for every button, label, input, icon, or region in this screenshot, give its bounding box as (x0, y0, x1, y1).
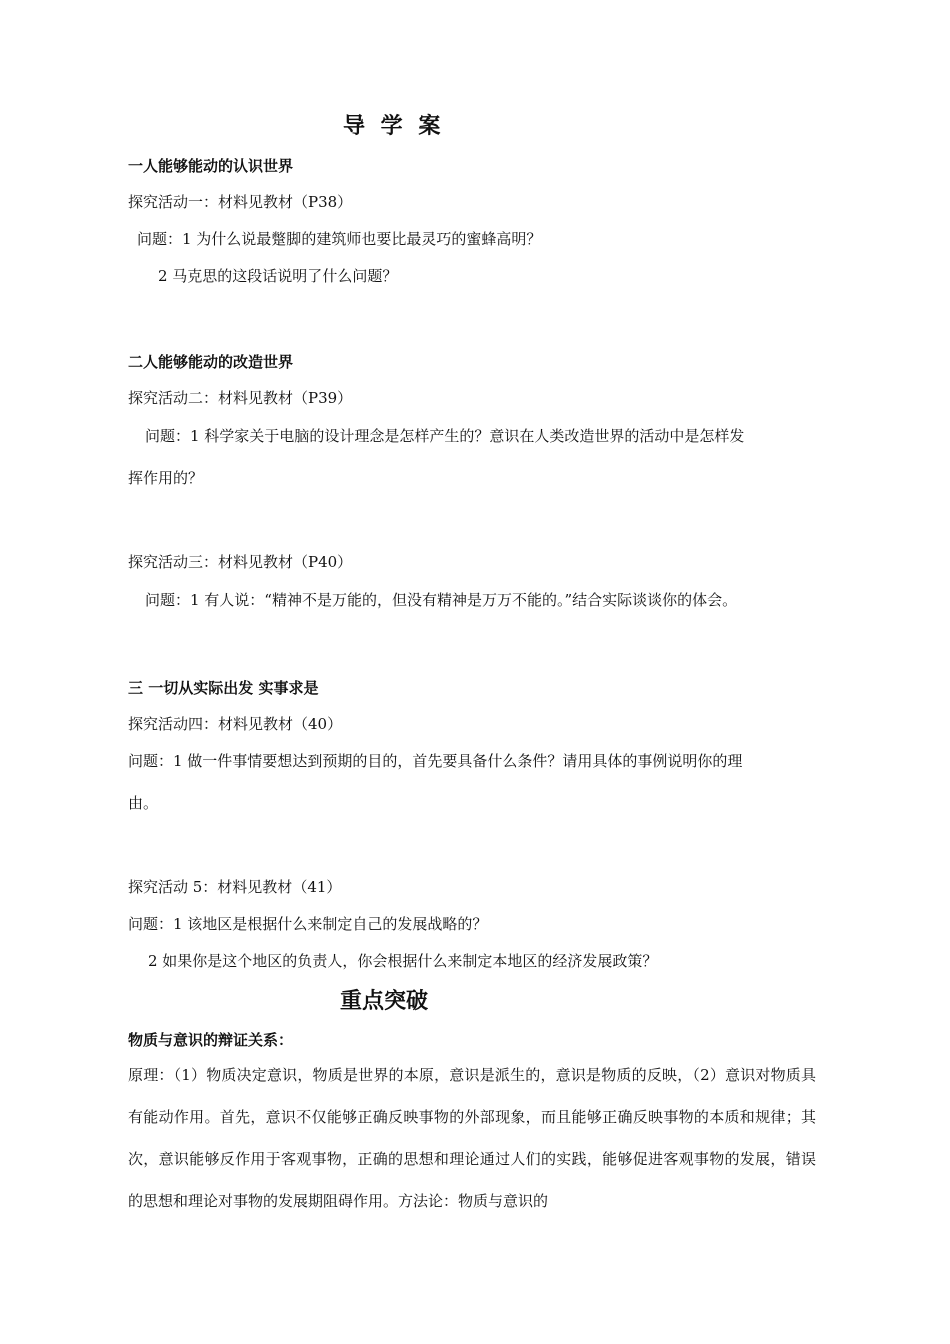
question-4-line-1: 问题：1 做一件事情要想达到预期的目的，首先要具备什么条件？请用具体的事例说明你的理 (128, 752, 743, 770)
section-2-heading: 二人能够能动的改造世界 (128, 353, 294, 371)
key-paragraph: 原理：（1）物质决定意识，物质是世界的本原，意识是派生的，意识是物质的反映，（2）意识对物质具有能动作用。首先，意识不仅能够正确反映事物的外部现象，而且能够正确反映事物的本质和规律；其次，意识能够反作用于客观事物，正确的思想和理论通过人们的实践，能够促进客观事物的发展，错误的思想和理论对事物的发展期阻碍作用。方法论：物质与意识的 (128, 1066, 816, 1210)
question-5-1: 问题：1 该地区是根据什么来制定自己的发展战略的？ (128, 915, 488, 933)
page-title: 导 学 案 (343, 113, 445, 139)
question-3: 问题：1 有人说：“精神不是万能的，但没有精神是万万不能的。”结合实际谈谈你的体会。 (145, 591, 738, 609)
section-3-heading: 三 一切从实际出发 实事求是 (128, 679, 319, 697)
activity-2: 探究活动二：材料见教材（P39） (128, 389, 353, 407)
activity-4: 探究活动四：材料见教材（40） (128, 715, 343, 733)
question-1-2: 2 马克思的这段话说明了什么问题？ (158, 267, 398, 285)
question-5-2: 2 如果你是这个地区的负责人，你会根据什么来制定本地区的经济发展政策？ (148, 952, 658, 970)
key-heading: 物质与意识的辩证关系： (128, 1031, 294, 1049)
question-1-1: 问题：1 为什么说最蹩脚的建筑师也要比最灵巧的蜜蜂高明？ (137, 230, 542, 248)
activity-1: 探究活动一：材料见教材（P38） (128, 193, 353, 211)
section-title-key-points: 重点突破 (340, 988, 429, 1014)
activity-3: 探究活动三：材料见教材（P40） (128, 553, 353, 571)
question-2-line-1: 问题：1 科学家关于电脑的设计理念是怎样产生的？意识在人类改造世界的活动中是怎样发 (145, 427, 745, 445)
section-1-heading: 一人能够能动的认识世界 (128, 157, 294, 175)
question-2-line-2: 挥作用的？ (128, 469, 204, 487)
question-4-line-2: 由。 (128, 794, 159, 812)
activity-5: 探究活动 5：材料见教材（41） (128, 878, 342, 896)
